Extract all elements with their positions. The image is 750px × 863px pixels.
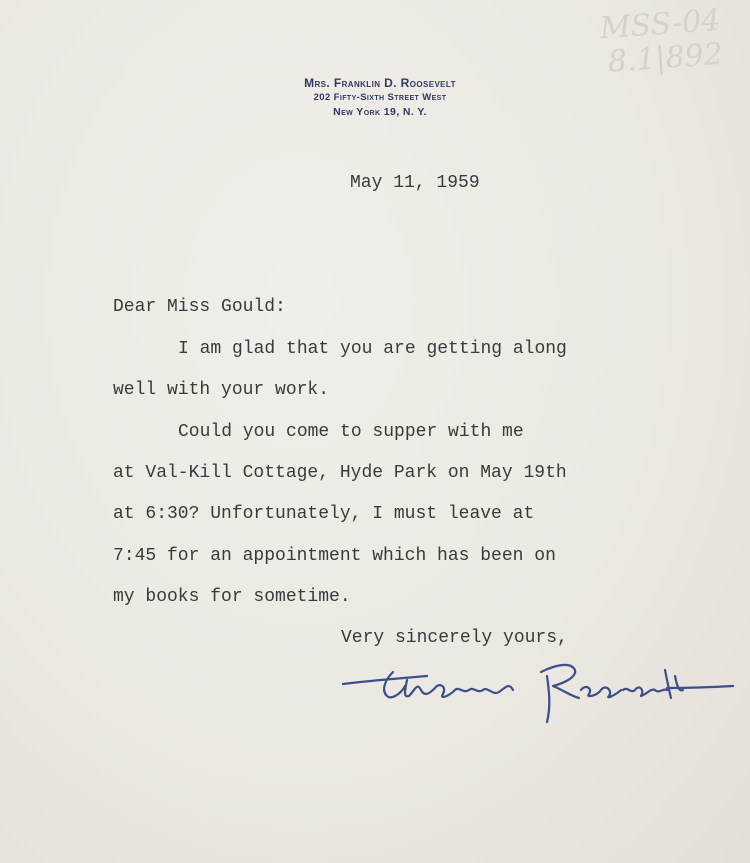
closing: Very sincerely yours, [341,628,568,648]
letter-date: May 11, 1959 [350,173,480,193]
body-line: my books for sometime. [113,587,351,607]
pencil-note-line: MSS-04 [599,2,722,47]
letterhead-name: Mrs. Franklin D. Roosevelt [304,76,456,90]
body-line: 7:45 for an appointment which has been on [113,546,556,566]
letterhead [260,76,500,120]
body-line: Could you come to supper with me [178,422,524,442]
body-line: I am glad that you are getting along [178,339,567,359]
body-line: well with your work. [113,380,330,400]
pencil-archive-notes [599,4,724,80]
body-line: at Val-Kill Cottage, Hyde Park on May 19th [113,463,567,483]
pencil-note-line: 8.1|892 [606,36,725,80]
body-line: at 6:30? Unfortunately, I must leave at [113,504,535,524]
salutation: Dear Miss Gould: [113,297,286,317]
letterhead-city: New York 19, N. Y. [333,106,427,118]
handwritten-signature [335,650,735,730]
letterhead-street: 202 Fifty-Sixth Street West [313,92,447,103]
